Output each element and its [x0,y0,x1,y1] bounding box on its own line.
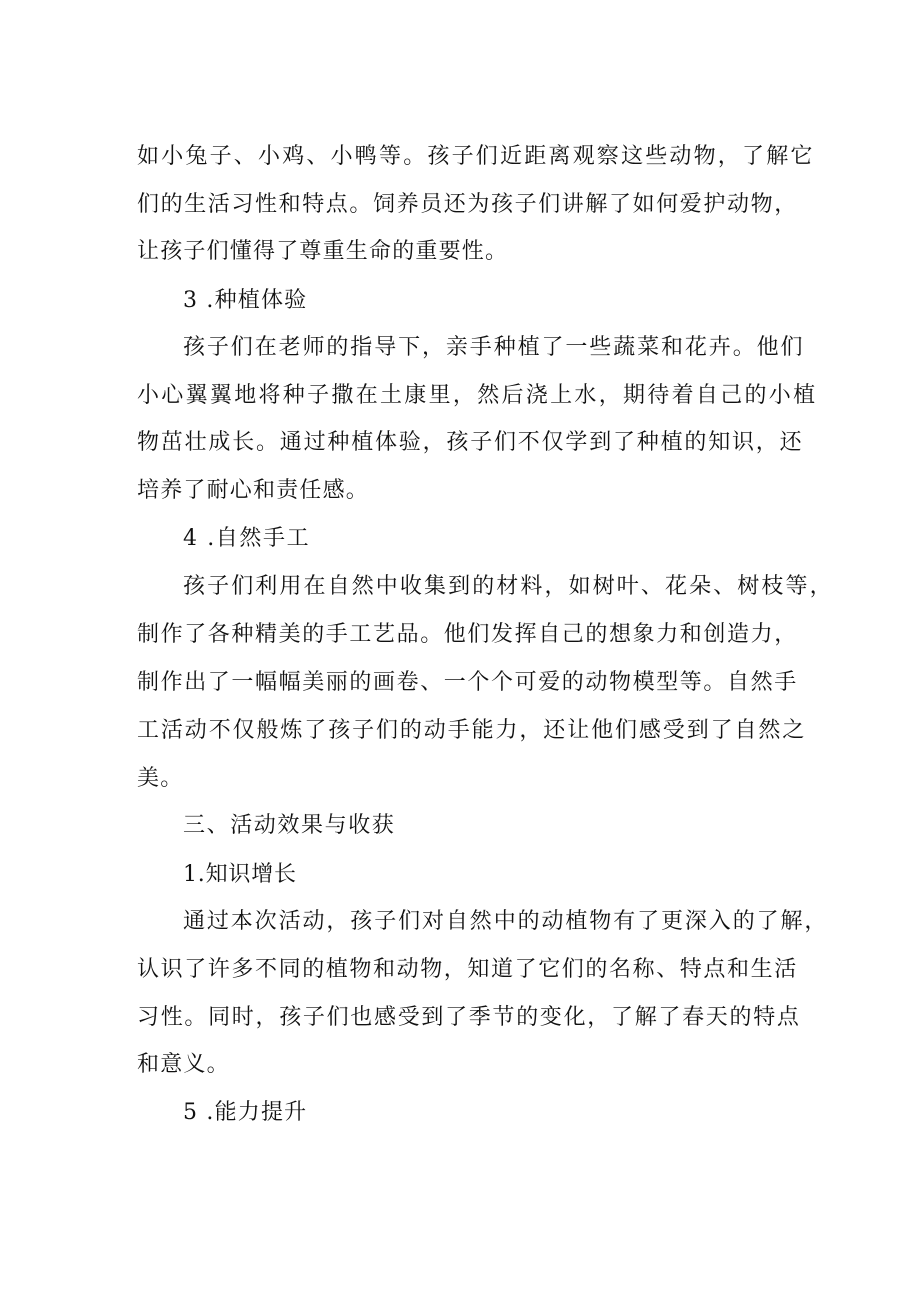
section-heading: 3 .种植体验 [183,288,308,313]
paragraph-line: 们的生活习性和特点。饲养员还为孩子们讲解了如何爱护动物， [137,192,798,217]
chapter-heading: 三、活动效果与收获 [183,813,396,838]
paragraph-line: 物茁壮成长。通过种植体验，孩子们不仅学到了种植的知识，还 [137,430,804,455]
paragraph-line: 如小兔子、小鸡、小鸭等。孩子们近距离观察这些动物，了解它 [137,144,815,169]
paragraph-line: 工活动不仅般炼了孩子们的动手能力，还让他们感受到了自然之 [137,718,807,743]
paragraph-line: 通过本次活动，孩子们对自然中的动植物有了更深入的了解， [183,909,829,934]
paragraph-line: 制作出了一幅幅美丽的画卷、一个个可爱的动物模型等。自然手 [137,670,798,695]
paragraph-line: 制作了各种精美的手工艺品。他们发挥自己的想象力和创造力， [137,622,798,647]
section-heading: 4 .自然手工 [183,526,311,551]
section-heading: 1.知识增长 [183,862,297,887]
paragraph-line: 孩子们利用在自然中收集到的材料，如树叶、花朵、树枝等， [183,574,834,599]
paragraph-line: 和意义。 [137,1052,230,1077]
paragraph-line: 习性。同时，孩子们也感受到了季节的变化，了解了春天的特点 [137,1005,801,1030]
paragraph-line: 让孩子们懂得了尊重生命的重要性。 [137,239,509,264]
paragraph-line: 美。 [137,766,184,791]
section-heading: 5 .能力提升 [183,1100,308,1125]
paragraph-line: 孩子们在老师的指导下，亲手种植了一些蔬菜和花卉。他们 [183,335,805,360]
paragraph-line: 认识了许多不同的植物和动物，知道了它们的名称、特点和生活 [137,957,798,982]
paragraph-line: 培养了耐心和责任感。 [137,478,370,503]
paragraph-line: 小心翼翼地将种子撒在土康里，然后浇上水，期待着自己的小植 [137,383,818,408]
